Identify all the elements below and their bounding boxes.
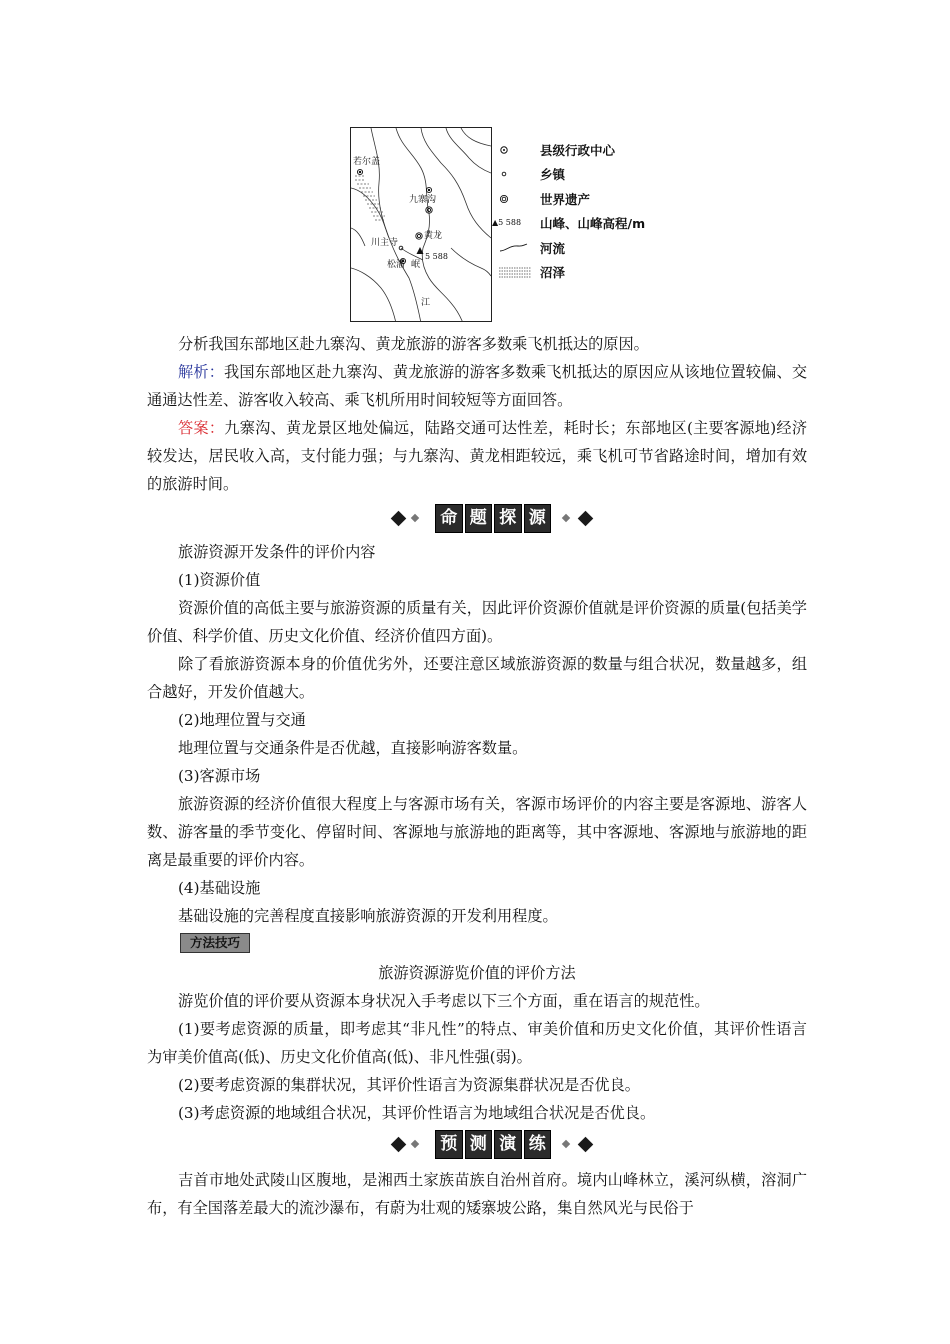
section1-heading: (1)资源价值 (178, 571, 261, 589)
qa-block (147, 330, 807, 498)
section2-intro: 游览价值的评价要从资源本身状况入手考虑以下三个方面，重在语言的规范性。 (178, 992, 710, 1010)
peak-icon (492, 216, 528, 230)
analysis-label: 解析： (178, 363, 225, 381)
legend-label: 世界遗产 (540, 191, 591, 207)
section1 (147, 538, 807, 930)
diamond-small-icon (562, 514, 570, 522)
section1-heading: (2)地理位置与交通 (178, 711, 306, 729)
river-10 (451, 248, 491, 276)
question-text: 分析我国东部地区赴九寨沟、黄龙旅游的游客多数乘飞机抵达的原因。 (178, 335, 649, 353)
diamond-icon (578, 1137, 594, 1153)
river-5 (461, 128, 491, 146)
legend-label: 河流 (540, 240, 566, 256)
section1-paragraph: 除了看旅游资源本身的价值优劣外，还要注意区域旅游资源的数量与组合状况，数量越多，组合越好，开发价值越大。 (147, 655, 807, 701)
exercise (147, 1166, 807, 1222)
banner-char: 源 (524, 504, 552, 533)
river-9 (351, 268, 396, 322)
map-figure (350, 127, 646, 322)
diamond-small-icon (562, 1140, 570, 1148)
label-jiang: 江 (421, 298, 431, 308)
exercise-text: 吉首市地处武陵山区腹地，是湘西土家族苗族自治州首府。境内山峰林立，溪河纵横，溶洞广布，有全国落差最大的流沙瀑布，有蔚为壮观的矮寨坡公路，集自然风光与民俗于 (147, 1171, 807, 1217)
peak-symbol-text: ▲5 588 (492, 218, 522, 228)
diamond-icon (578, 511, 594, 527)
legend-label: 乡镇 (540, 167, 566, 183)
section-banner-mingtitanyuan (388, 504, 598, 534)
map-legend (492, 141, 646, 287)
county-center-icon (498, 143, 534, 157)
section1-paragraph: 旅游资源的经济价值很大程度上与客源市场有关，客源市场评价的内容主要是客源地、游客人数、游客量的季节变化、停留时间、客源地与旅游地的距离等，其中客源地、客源地与旅游地的距离是最重要的评价内容。 (147, 795, 807, 869)
section-banner-yucelianxi (388, 1130, 598, 1160)
analysis-text: 我国东部地区赴九寨沟、黄龙旅游的游客多数乘飞机抵达的原因应从该地位置较偏、交通通达性差、游客收入较高、乘飞机所用时间较短等方面回答。 (147, 363, 808, 409)
legend-label: 县级行政中心 (540, 143, 616, 158)
legend-item (498, 190, 643, 214)
diamond-small-icon (411, 1140, 419, 1148)
section1-title: 旅游资源开发条件的评价内容 (178, 543, 376, 561)
label-chuanzhusi: 川主寺 (371, 238, 399, 248)
river-11 (351, 228, 365, 246)
label-jiuzhaigou: 九寨沟 (409, 195, 437, 205)
section1-heading: (4)基础设施 (178, 879, 261, 897)
answer-text: 九寨沟、黄龙景区地处偏远，陆路交通可达性差，耗时长；东部地区(主要客源地)经济较发达，居民收入高，支付能力强；与九寨沟、黄龙相距较远，乘飞机可节省路途时间，增加有效的旅游时间。 (147, 419, 808, 493)
label-peak: 5 588 (425, 252, 448, 261)
section1-paragraph: 地理位置与交通条件是否优越，直接影响游客数量。 (178, 739, 528, 757)
diamond-icon (391, 511, 407, 527)
section1-heading: (3)客源市场 (178, 767, 261, 785)
label-min: 岷 (411, 260, 421, 270)
analysis-paragraph (147, 358, 807, 414)
legend-label: 沼泽 (540, 264, 566, 280)
section2-item: (1)要考虑资源的质量，即考虑其“非凡性”的特点、审美价值和历史文化价值，其评价性语言为审美价值高(低)、历史文化价值高(低)、非凡性强(弱)。 (147, 1020, 807, 1066)
banner-char: 预 (435, 1130, 463, 1159)
section2-item: (2)要考虑资源的集群状况，其评价性语言为资源集群状况是否优良。 (178, 1076, 640, 1094)
section2 (147, 987, 807, 1127)
legend-item (498, 165, 643, 189)
river-icon (498, 241, 534, 255)
diamond-small-icon (411, 514, 419, 522)
banner-char: 命 (435, 504, 463, 533)
section1-paragraph: 资源价值的高低主要与旅游资源的质量有关，因此评价资源价值就是评价资源的质量(包括美学价值、科学价值、历史文化价值、经济价值四方面)。 (147, 599, 807, 645)
banner-char: 练 (524, 1130, 552, 1159)
swamp-icon (498, 265, 534, 279)
legend-item (498, 263, 643, 287)
legend-label: 山峰、山峰高程/m (540, 216, 646, 232)
legend-item (492, 214, 646, 238)
answer-paragraph (147, 414, 807, 498)
diamond-icon (391, 1137, 407, 1153)
legend-item (498, 239, 643, 263)
legend-item (498, 141, 643, 165)
huanglong-heritage-marker (416, 233, 422, 239)
river-4 (446, 128, 491, 173)
label-songpan: 松潘 (387, 260, 406, 270)
section2-title: 旅游资源游览价值的评价方法 (378, 964, 576, 982)
label-ruoergai: 若尔盖 (353, 157, 381, 167)
answer-label: 答案： (178, 419, 225, 437)
method-tag: 方法技巧 (180, 933, 250, 953)
banner-char: 探 (494, 504, 522, 533)
river-6 (351, 188, 389, 238)
township-icon (498, 167, 534, 181)
section1-paragraph: 基础设施的完善程度直接影响旅游资源的开发利用程度。 (178, 907, 558, 925)
world-heritage-icon (498, 192, 534, 206)
banner-char: 题 (465, 504, 493, 533)
banner-char: 测 (465, 1130, 493, 1159)
banner-title (435, 504, 551, 532)
banner-title (435, 1130, 551, 1158)
map (350, 127, 492, 322)
label-huanglong: 黄龙 (424, 231, 443, 241)
banner-char: 演 (494, 1130, 522, 1159)
section2-item: (3)考虑资源的地域组合状况，其评价性语言为地域组合状况是否优良。 (178, 1104, 656, 1122)
